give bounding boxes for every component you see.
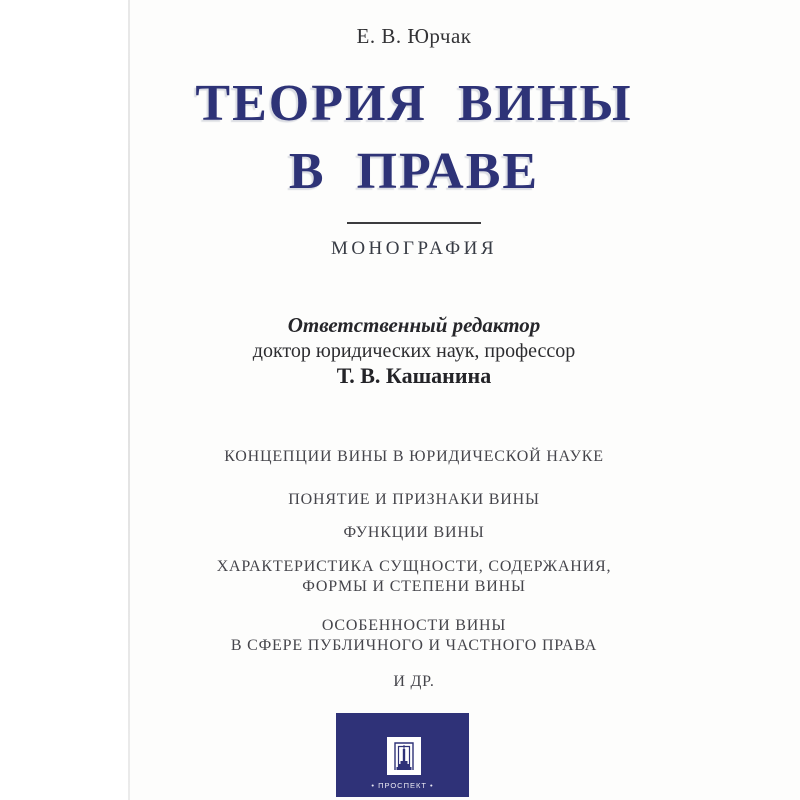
topic-concepts-of-guilt	[128, 447, 700, 467]
topic-et-cetera: И ДР.	[393, 673, 435, 690]
publisher-logo	[336, 713, 469, 797]
topic-notion-and-signs	[128, 490, 700, 510]
editor-degree: доктор юридических наук, профессор	[252, 340, 576, 362]
divider-rule	[347, 222, 481, 224]
topic-peculiarities	[128, 616, 700, 655]
book-title	[128, 70, 700, 206]
topic-line: ПОНЯТИЕ И ПРИЗНАКИ ВИНЫ	[288, 491, 540, 508]
topic-line: ФОРМЫ И СТЕПЕНИ ВИНЫ	[302, 577, 526, 595]
editor-heading: Ответственный редактор	[287, 313, 541, 337]
subtitle-monograph: МОНОГРАФИЯ	[330, 238, 498, 259]
publisher-name: • ПРОСПЕКТ •	[371, 781, 434, 790]
editor-name: Т. В. Кашанина	[336, 363, 492, 388]
title-page-content	[128, 0, 700, 800]
topic-line: ХАРАКТЕРИСТИКА СУЩНОСТИ, СОДЕРЖАНИЯ,	[216, 558, 612, 575]
topic-line: В СФЕРЕ ПУБЛИЧНОГО И ЧАСТНОГО ПРАВА	[230, 636, 598, 654]
topic-line: КОНЦЕПЦИИ ВИНЫ В ЮРИДИЧЕСКОЙ НАУКЕ	[224, 448, 604, 465]
publisher-gate-icon	[387, 737, 421, 775]
topic-characteristics	[128, 557, 700, 596]
topic-line: ОСОБЕННОСТИ ВИНЫ	[321, 617, 507, 634]
topic-functions-of-guilt	[128, 523, 700, 543]
book-title-line-1: ТЕОРИЯ ВИНЫ	[195, 75, 633, 132]
topic-line: ФУНКЦИИ ВИНЫ	[343, 524, 485, 541]
book-title-line-2: В ПРАВЕ	[288, 143, 540, 200]
author-name: Е. В. Юрчак	[356, 24, 472, 48]
